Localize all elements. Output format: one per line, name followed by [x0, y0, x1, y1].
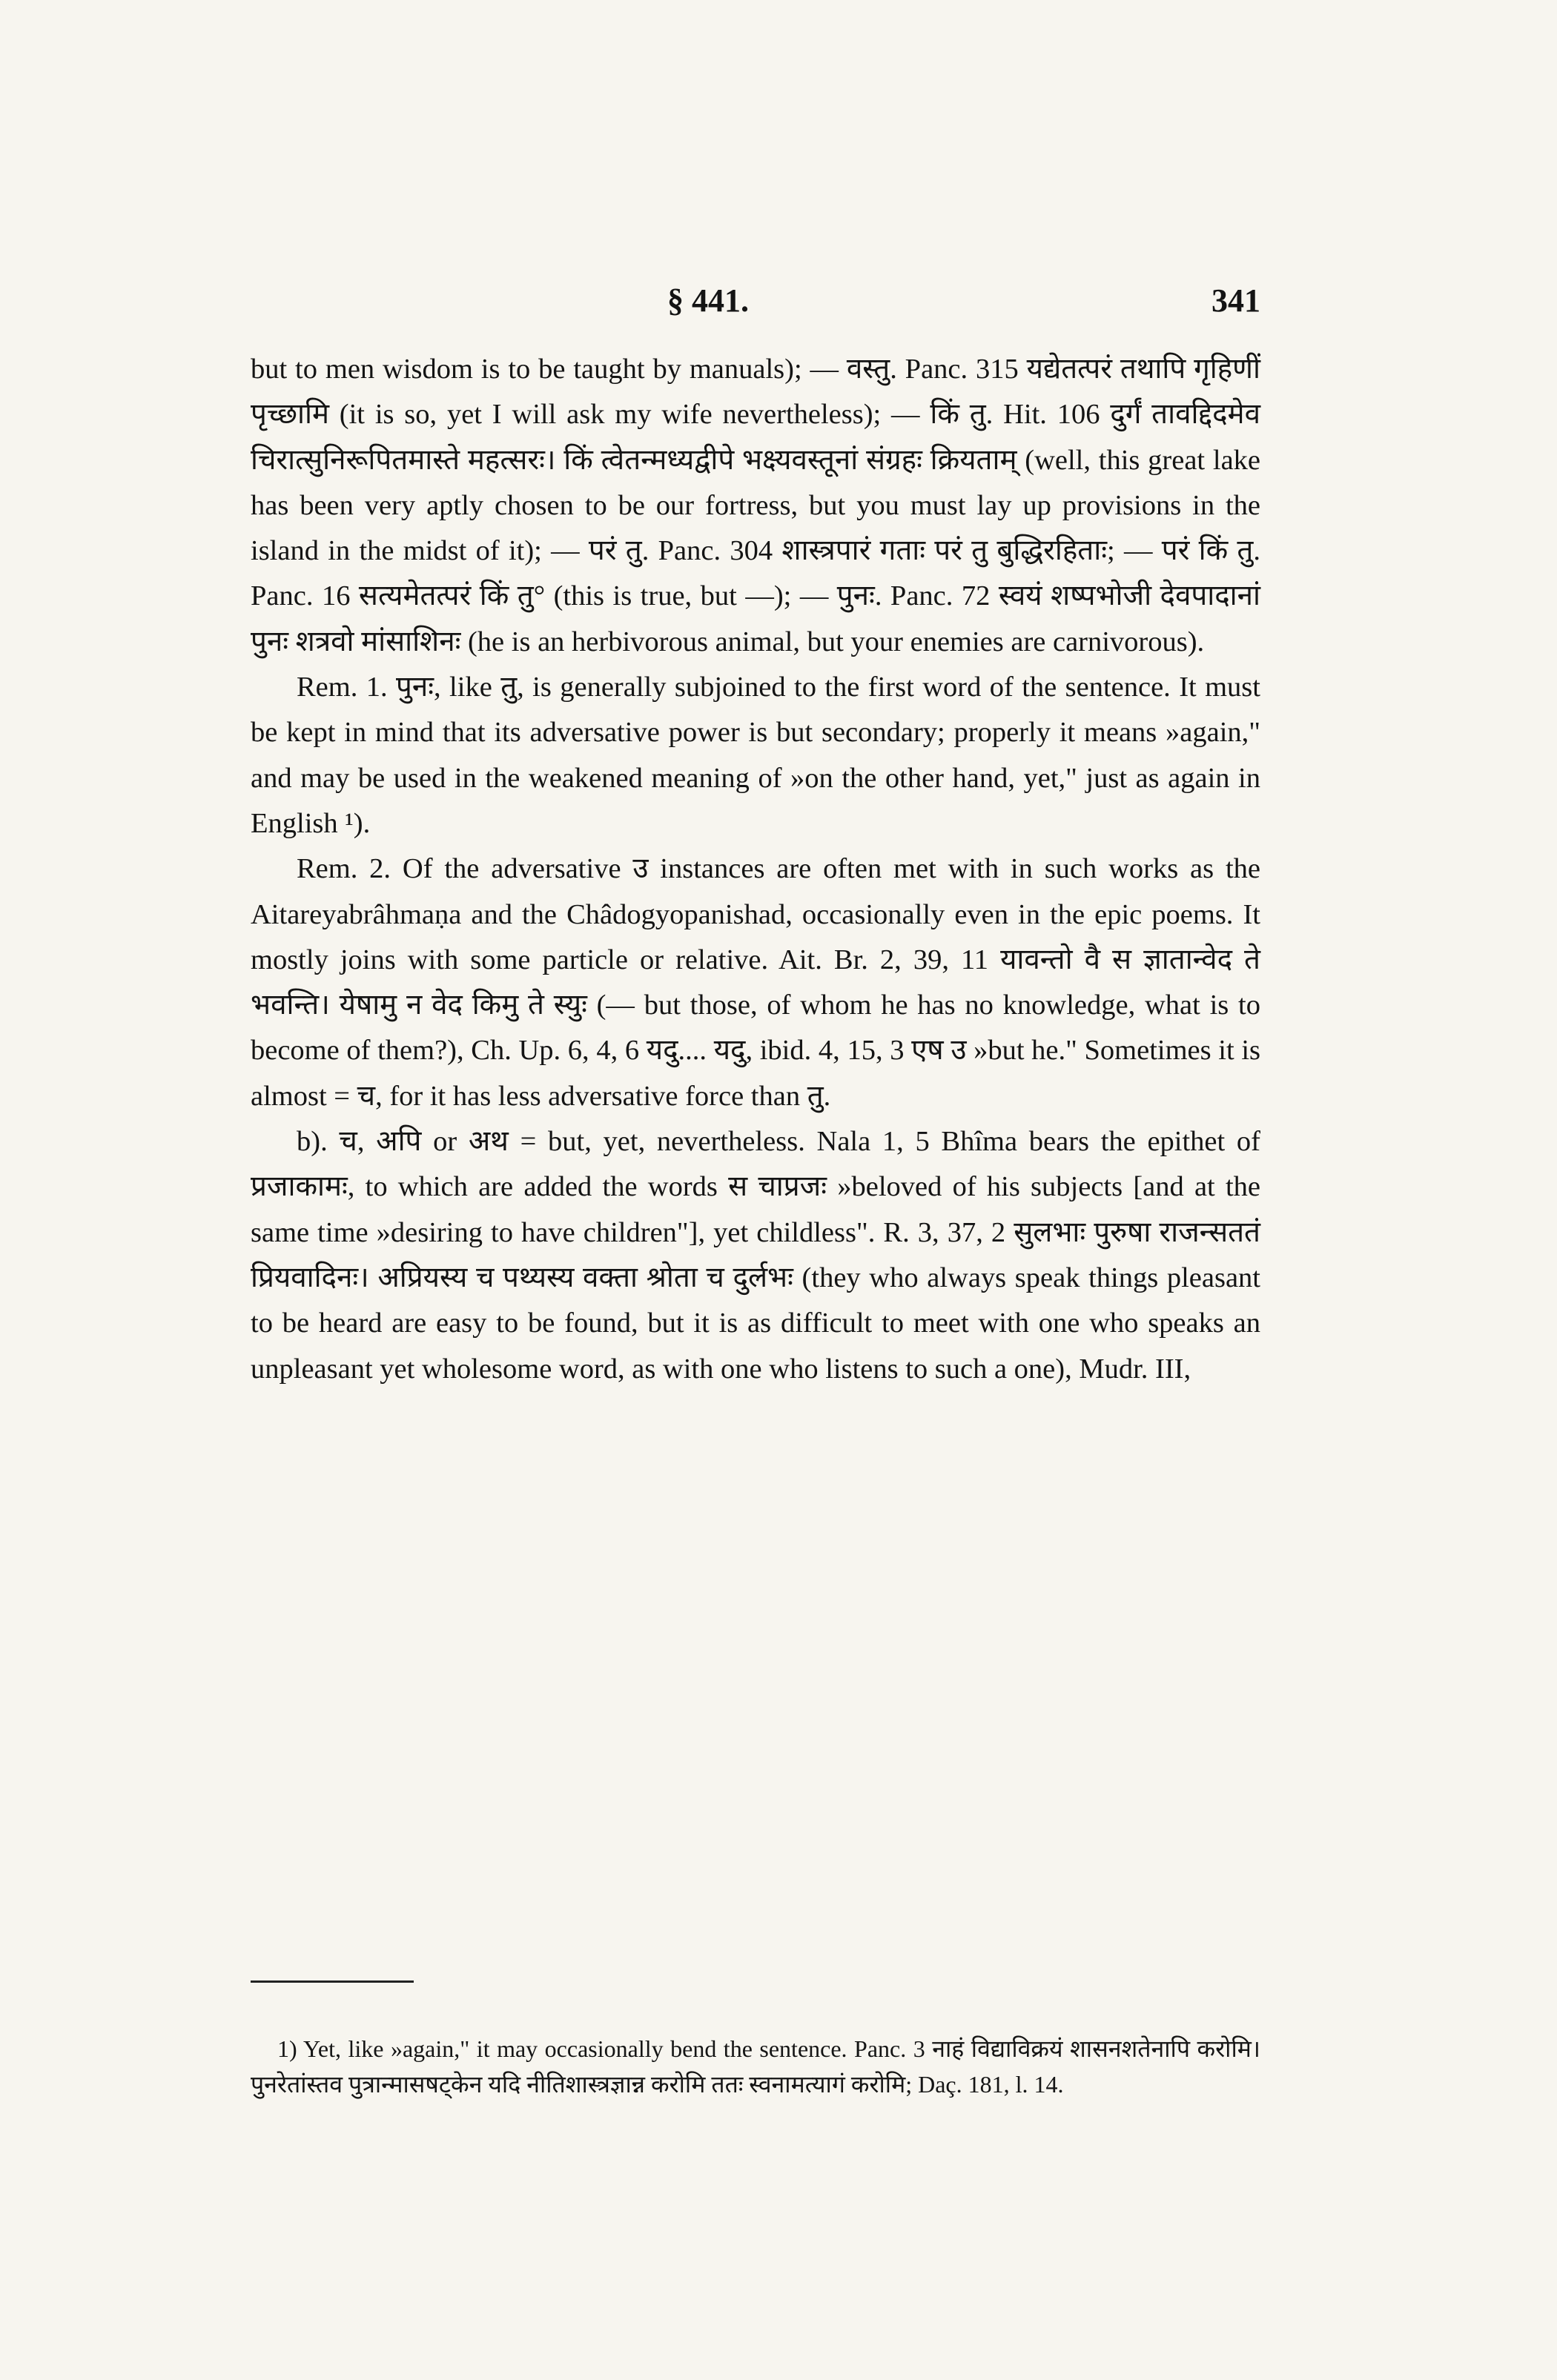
- running-header: [252, 282, 1260, 326]
- footnote-separator: [251, 1980, 414, 1983]
- footnote: [251, 2031, 1260, 2102]
- main-text: [251, 347, 1260, 1392]
- remark-1-paragraph: Rem. 1. पुनः, like तु, is generally subjoined to the first word of the sentence. It must be kept in mind that its adversative power is but secondary; properly it means »again," and may be used in the weakened meaning of »on the other hand, yet," just as again in English ¹).: [251, 672, 1260, 839]
- footnote-1: 1) Yet, like »again," it may occasionally bend the sentence. Panc. 3 नाहं विद्याविक्रयं शासनशतेनापि करोमि। पुनरेतांस्तव पुत्रान्मासषट्केन यदि नीतिशास्त्रज्ञान्न करोमि ततः स्वनामत्यागं करोमि; Daç. 181, l. 14.: [251, 2035, 1260, 2098]
- page-number: 341: [1211, 282, 1260, 319]
- subsection-b-paragraph: b). च, अपि or अथ = but, yet, nevertheless. Nala 1, 5 Bhîma bears the epithet of प्रजाकामः, to which are added the words स चाप्रजः »beloved of his subjects [and at the same time »desiring to have children"], yet childless". R. 3, 37, 2 सुलभाः पुरुषा राजन्सततं प्रियवादिनः। अप्रियस्य च पथ्यस्य वक्ता श्रोता च दुर्लभः (they who always speak things pleasant to be heard are easy to be found, but it is as difficult to meet with one who speaks an unpleasant yet wholesome word, as with one who listens to such a one), Mudr. III,: [251, 1126, 1260, 1385]
- remark-2-paragraph: Rem. 2. Of the adversative उ instances are often met with in such works as the Aitareyabrâhmaṇa and the Châdogyopanishad, occasionally even in the epic poems. It mostly joins with some particle or relative. Ait. Br. 2, 39, 11 यावन्तो वै स ज्ञातान्वेद ते भवन्ति। येषामु न वेद किमु ते स्युः (— but those, of whom he has no knowledge, what is to become of them?), Ch. Up. 6, 4, 6 यदु.... यदु, ibid. 4, 15, 3 एष उ »but he." Sometimes it is almost = च, for it has less adversative force than तु.: [251, 853, 1260, 1112]
- paragraph-continuation: but to men wisdom is to be taught by manuals); — वस्तु. Panc. 315 यद्येतत्परं तथापि गृहिणीं पृच्छामि (it is so, yet I will ask my wife nevertheless); — किं तु. Hit. 106 दुर्गं तावद्दिदमेव चिरात्सुनिरूपितमास्ते महत्सरः। किं त्वेतन्मध्यद्वीपे भक्ष्यवस्तूनां संग्रहः क्रियताम् (well, this great lake has been very aptly chosen to be our fortress, but you must lay up provisions in the island in the midst of it); — परं तु. Panc. 304 शास्त्रपारं गताः परं तु बुद्धिरहिताः; — परं किं तु. Panc. 16 सत्यमेतत्परं किं तु° (this is true, but —); — पुनः. Panc. 72 स्वयं शष्पभोजी देवपादानां पुनः शत्रवो मांसाशिनः (he is an herbivorous animal, but your enemies are carnivorous).: [251, 354, 1260, 657]
- section-number: § 441.: [667, 282, 749, 319]
